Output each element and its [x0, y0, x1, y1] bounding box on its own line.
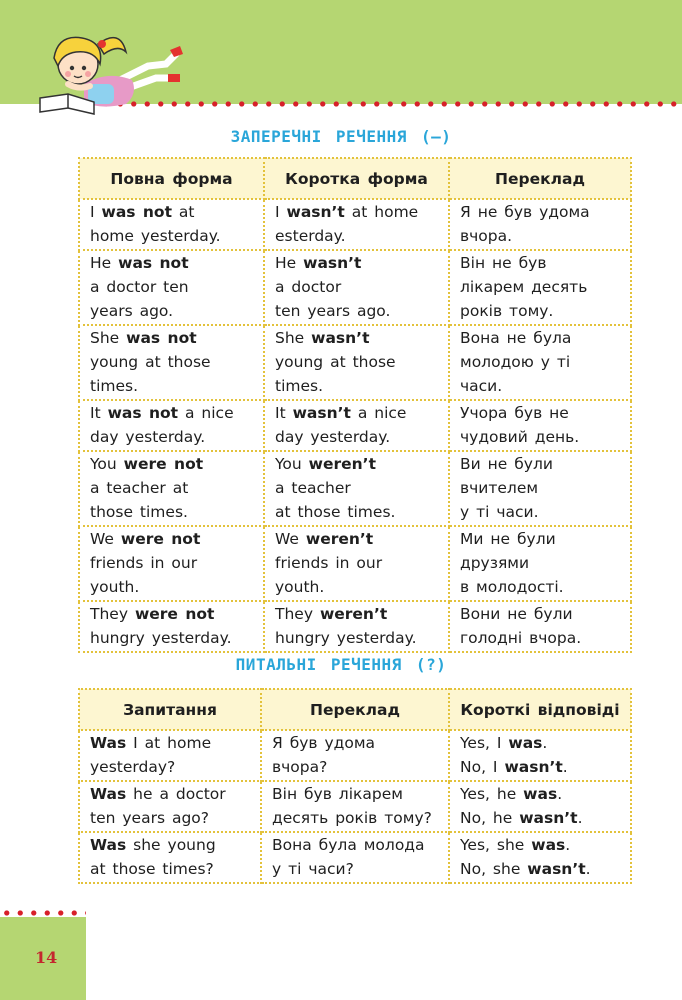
table-row — [79, 199, 631, 250]
table-row — [79, 781, 631, 832]
translation-cell: Я не був удома вчора. — [449, 199, 631, 250]
short-form-cell: You weren’t a teacher at those times. — [264, 451, 449, 526]
translation-cell: Він був лікарем десять років тому? — [261, 781, 449, 832]
short-form-cell: They weren’t hungry yesterday. — [264, 601, 449, 652]
header-full-form: Повна форма — [79, 158, 264, 199]
header-short-form: Коротка форма — [264, 158, 449, 199]
table-row — [79, 526, 631, 601]
table-row — [79, 325, 631, 400]
question-cell: Was I at home yesterday? — [79, 730, 261, 781]
translation-cell: Ми не були друзями в молодості. — [449, 526, 631, 601]
table-row — [79, 601, 631, 652]
question-cell: Was she young at those times? — [79, 832, 261, 883]
bottom-dotted-divider — [0, 910, 86, 916]
table-row — [79, 730, 631, 781]
short-form-cell: She wasn’t young at those times. — [264, 325, 449, 400]
short-answers-cell: Yes, she was. No, she wasn’t. — [449, 832, 631, 883]
table-row — [79, 400, 631, 451]
table-row — [79, 451, 631, 526]
reading-girl-illustration — [28, 14, 188, 120]
short-form-cell: I wasn’t at home esterday. — [264, 199, 449, 250]
header-short-answers: Короткі відповіді — [449, 689, 631, 730]
full-form-cell: We were not friends in our youth. — [79, 526, 264, 601]
question-sentences-table — [78, 688, 632, 884]
short-form-cell: He wasn’t a doctor ten years ago. — [264, 250, 449, 325]
negative-section-title: ЗАПЕРЕЧНІ РЕЧЕННЯ (–) — [230, 127, 452, 146]
short-form-cell: We weren’t friends in our youth. — [264, 526, 449, 601]
full-form-cell: He was not a doctor ten years ago. — [79, 250, 264, 325]
translation-cell: Учора був не чудовий день. — [449, 400, 631, 451]
translation-cell: Вони не були голодні вчора. — [449, 601, 631, 652]
translation-cell: Я був удома вчора? — [261, 730, 449, 781]
full-form-cell: It was not a nice day yesterday. — [79, 400, 264, 451]
table-header-row — [79, 689, 631, 730]
full-form-cell: They were not hungry yesterday. — [79, 601, 264, 652]
table-row — [79, 832, 631, 883]
negative-sentences-table — [78, 157, 632, 653]
short-answers-cell: Yes, he was. No, he wasn’t. — [449, 781, 631, 832]
translation-cell: Він не був лікарем десять років тому. — [449, 250, 631, 325]
translation-cell: Вона не була молодою у ті часи. — [449, 325, 631, 400]
short-form-cell: It wasn’t a nice day yesterday. — [264, 400, 449, 451]
translation-cell: Вона була молода у ті часи? — [261, 832, 449, 883]
question-section-title: ПИТАЛЬНІ РЕЧЕННЯ (?) — [235, 655, 447, 674]
full-form-cell: You were not a teacher at those times. — [79, 451, 264, 526]
translation-cell: Ви не були вчителем у ті часи. — [449, 451, 631, 526]
page-number: 14 — [35, 948, 58, 967]
header-translation: Переклад — [449, 158, 631, 199]
header-translation: Переклад — [261, 689, 449, 730]
full-form-cell: She was not young at those times. — [79, 325, 264, 400]
table-row — [79, 250, 631, 325]
header-question: Запитання — [79, 689, 261, 730]
question-cell: Was he a doctor ten years ago? — [79, 781, 261, 832]
table-header-row — [79, 158, 631, 199]
full-form-cell: I was not at home yesterday. — [79, 199, 264, 250]
short-answers-cell: Yes, I was. No, I wasn’t. — [449, 730, 631, 781]
